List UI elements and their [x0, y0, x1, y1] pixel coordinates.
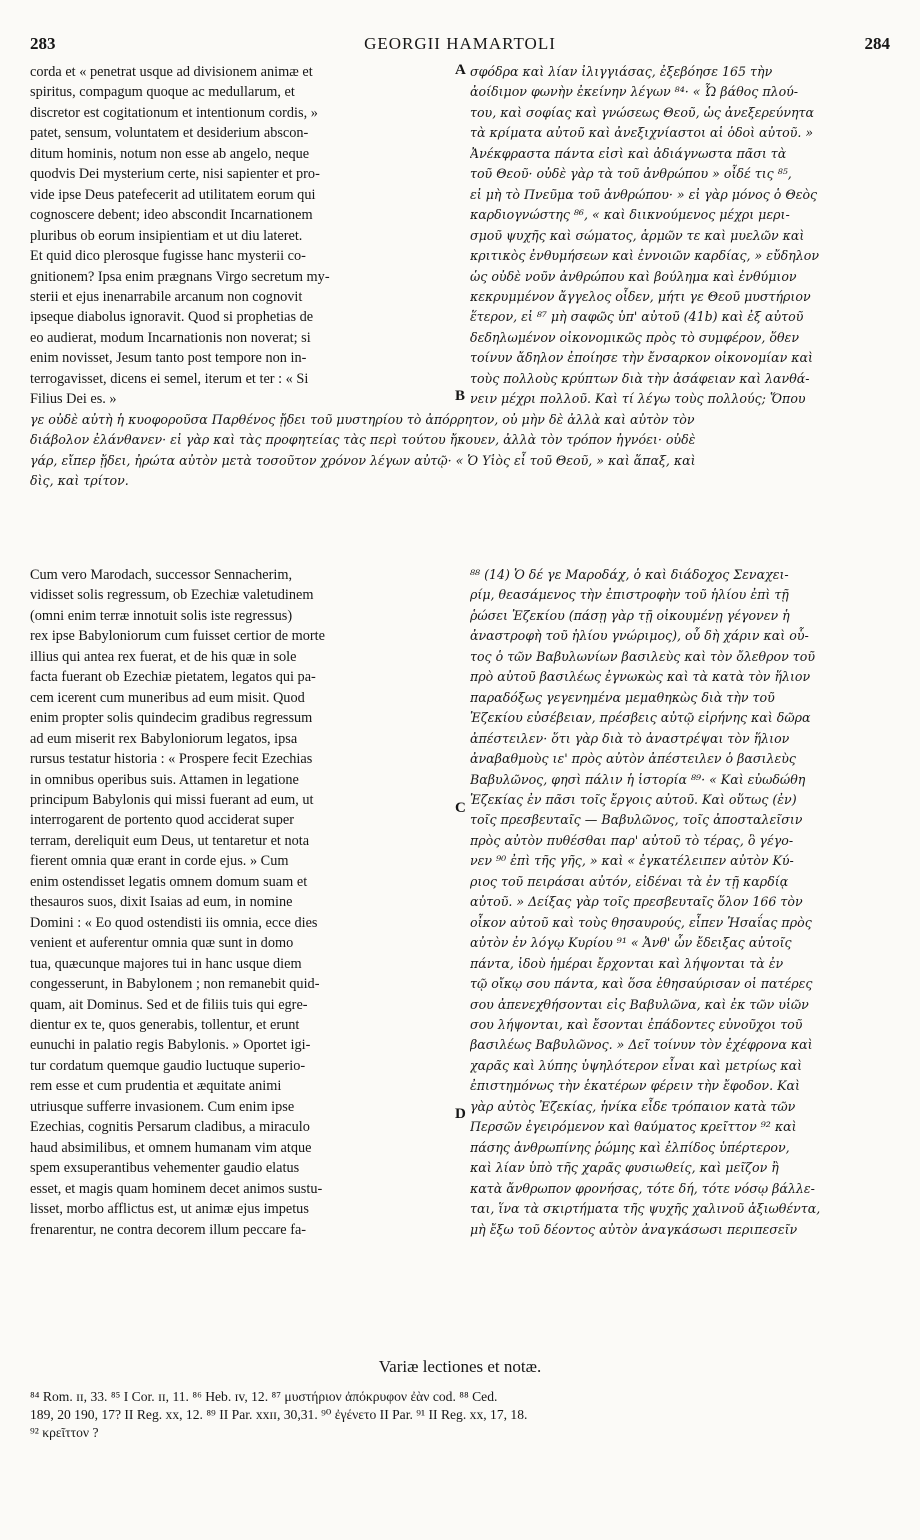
greek-text-line: πρὸ αὐτοῦ βασιλέως ἐγνωκὼς καὶ τὰ κατὰ τὸν ἥλιον: [470, 669, 811, 685]
latin-text-line: in omnibus operibus suis. Attamen in legatione: [30, 771, 299, 788]
greek-text-line: εἰ μὴ τὸ Πνεῦμα τοῦ ἀνθρώπου· » εἰ γὰρ μόνος ὁ Θεὸς: [470, 186, 818, 202]
footnote-line: ⁸⁴ Rom. ɪɪ, 33. ⁸⁵ I Cor. ɪɪ, 11. ⁸⁶ Heb. ɪv, 12. ⁸⁷ μυστήριον ἀπόκρυφον ἐὰν cod. ⁸⁸ Ced.: [30, 1389, 498, 1404]
latin-text-line: rem esse et cum prudentia et æquitate animi: [30, 1078, 282, 1095]
greek-text-line: παραδόξως γεγενημένα μεμαθηκὼς διὰ τὴν τοῦ: [470, 689, 775, 705]
latin-text-line: rursus testatur historia : « Prospere fecit Ezechias: [30, 751, 313, 768]
latin-text-line: quam, ait Dominus. Sed et de filiis tuis qui egre-: [30, 996, 308, 1013]
greek-text-line: ῥώσει Ἐζεκίου (πάσῃ γὰρ τῇ οἰκουμένῃ γέγονεν ἡ: [470, 607, 790, 623]
page-header: [30, 34, 890, 56]
greek-text-line: αὐτοῦ. » Δείξας γὰρ τοῖς πρεσβευταῖς ὅλον 166 τὸν: [470, 894, 803, 910]
page-number-right: 284: [864, 34, 890, 53]
latin-text-line: frenarentur, ne contra decorem illum peccare fa-: [30, 1221, 307, 1238]
page-number-left: 283: [30, 34, 56, 53]
latin-text-line: interrogarent de portento quod acciderat super: [30, 812, 294, 829]
greek-text-line: ρίμ, θεασάμενος τὴν ἐπιστροφὴν τοῦ ἡλίου ἐπὶ τῇ: [470, 587, 789, 603]
greek-text-line: ριος τοῦ πειράσαι αὐτόν, εἰδέναι τὰ ἐν τῇ καρδίᾳ: [470, 873, 789, 889]
latin-text-line: spem exsuperantibus vehementer gaudio elatus: [30, 1160, 300, 1177]
margin-marker-a: A: [455, 62, 466, 78]
greek-text-line: πάντα, ἰδοὺ ἡμέραι ἔρχονται καὶ λήψονται τὰ ἐν: [470, 955, 784, 971]
latin-text-line: (omni enim terræ innotuit solis iste regressus): [30, 607, 293, 624]
notes-heading: Variæ lectiones et notæ.: [378, 1357, 542, 1376]
greek-text-line: τοῦ Θεοῦ· οὐδὲ γὰρ τὰ τοῦ ἀνθρώπου » οἶδέ τις ⁸⁵,: [470, 166, 792, 182]
greek-text-line: Ἐζεκίας ἐν πᾶσι τοῖς ἔργοις αὐτοῦ. Καὶ οὕτως (ἐν): [470, 791, 797, 807]
latin-text-line: haud absimilibus, et omnem humanam vim atque: [30, 1139, 312, 1156]
latin-text-line: Domini : « Eo quod ostendisti iis omnia, ecce dies: [30, 914, 318, 931]
greek-text-line: Ἀνέκφραστα πάντα εἰσὶ καὶ ἀδιάγνωστα πᾶσι τὰ: [470, 145, 787, 161]
greek-text-line: ἀναστροφὴ τοῦ ἡλίου γνώριμος), οὗ δὴ χάριν καὶ οὗ-: [470, 628, 809, 644]
latin-text-line: dientur ex te, quos generabis, tollentur, et erunt: [30, 1016, 300, 1033]
greek-text-line: ται, ἵνα τὰ σκιρτήματα τῆς ψυχῆς χαλινοῦ ἀξιωθέντα,: [470, 1201, 821, 1217]
latin-text-line: lisset, morbo afflictus est, ut animæ ejus impetus: [30, 1201, 309, 1218]
latin-column-bottom: [30, 565, 452, 1240]
greek-text-line: τῷ οἴκῳ σου πάντα, καὶ ὅσα ἐθησαύρισαν οἱ πατέρες: [470, 976, 813, 992]
greek-text-line: πάσης ἀνθρωπίνης ῥώμης καὶ ἐλπίδος ὑπέρτερον,: [470, 1139, 790, 1155]
greek-text-line: διάβολον ἐλάνθανεν· εἰ γὰρ καὶ τὰς προφητείας τὰς περὶ τούτου ἤκουεν, ἀλλὰ τὸν τρόπον ἠγνόει· οὐδὲ: [30, 432, 696, 448]
greek-text-line: τὰ κρίματα αὐτοῦ καὶ ἀνεξιχνίαστοι αἱ ὁδοὶ αὐτοῦ. »: [470, 125, 814, 141]
greek-text-line: γὰρ αὐτὸς Ἐζεκίας, ἡνίκα εἶδε τρόπαιον κατὰ τῶν: [470, 1098, 796, 1114]
greek-text-line: καρδιογνώστης ⁸⁶, « καὶ διικνούμενος μέχρι μερι-: [470, 207, 790, 223]
latin-text-line: patet, sensum, voluntatem et desiderium abscon-: [30, 125, 309, 142]
latin-text-line: cognoscere debent; ideo abscondit Incarnationem: [30, 207, 313, 224]
latin-text-line: cem icerent cum muneribus ad eum misit. Quod: [30, 689, 305, 706]
latin-text-line: enim propter solis quindecim gradibus regressum: [30, 710, 313, 727]
greek-text-line: ἀναβαθμοὺς ιε' πρὸς αὐτὸν ἀπέστειλεν ὁ βασιλεὺς: [470, 751, 796, 767]
latin-text-line: vidisset solis regressum, ob Ezechiæ valetudinem: [30, 587, 314, 604]
latin-text-line: ad eum miserit rex Babyloniorum legatos, ipsa: [30, 730, 298, 747]
latin-text-line: spiritus, compagum quoque ac medullarum, et: [30, 84, 295, 101]
margin-marker-d: D: [455, 1106, 466, 1122]
greek-text-line: καὶ λίαν ὑπὸ τῆς χαρᾶς φυσιωθείς, καὶ μεῖζον ἢ: [470, 1160, 779, 1176]
latin-text-line: esset, et magis quam hominem decet animos sustu-: [30, 1180, 323, 1197]
greek-text-line: νειν μέχρι πολλοῦ. Καὶ τί λέγω τοὺς πολλούς; Ὅπου: [470, 391, 806, 407]
latin-text-line: utriusque sufferre invasionem. Cum enim ipse: [30, 1098, 295, 1115]
latin-text-line: ipseque diabolus ignoravit. Quod si prophetias de: [30, 309, 314, 326]
latin-text-line: fierent omnia quæ erant in corde ejus. » Cum: [30, 853, 289, 870]
greek-full-width-passage: [30, 410, 890, 492]
latin-text-line: congesserunt, in Babylonem ; non remanebit quid-: [30, 976, 320, 993]
latin-text-line: principum Babylonis qui missi fuerant ad eum, ut: [30, 791, 314, 808]
greek-text-line: του, καὶ σοφίας καὶ γνώσεως Θεοῦ, ὡς ἀνεξερεύνητα: [470, 104, 815, 120]
footnotes: [30, 1388, 890, 1442]
latin-text-line: eo audierat, modum Incarnationis non noverat; si: [30, 329, 311, 346]
latin-text-line: Ezechias, cognitis Persarum cladibus, a miraculo: [30, 1119, 310, 1136]
greek-text-line: κριτικὸς ἐνθυμήσεων καὶ ἐννοιῶν καρδίας, » εὔδηλον: [470, 248, 820, 264]
greek-text-line: σφόδρα καὶ λίαν ἰλιγγιάσας, ἐξεβόησε 165 τὴν: [470, 64, 773, 79]
latin-column-top: [30, 62, 452, 410]
margin-marker-c: C: [455, 800, 466, 816]
latin-text-line: gnitionem? Ipsa enim prægnans Virgo secretum my-: [30, 268, 330, 285]
latin-text-line: illius qui antea rex fuerat, et de his quæ in sole: [30, 648, 297, 665]
latin-text-line: venient et auferentur omnia quæ sunt in domo: [30, 935, 294, 952]
latin-text-line: tur cordatum quemque gaudio luctuque superio-: [30, 1057, 306, 1074]
greek-text-line: βασιλέως Βαβυλῶνος. » Δεῖ τοίνυν τὸν ἐχέφρονα καὶ: [470, 1037, 813, 1053]
latin-text-line: discretor est cogitationum et intentionum cordis, »: [30, 104, 318, 121]
greek-text-line: Ἐζεκίου εὐσέβειαν, πρέσβεις αὐτῷ εἰρήνης καὶ δῶρα: [470, 710, 811, 726]
greek-text-line: δὶς, καὶ τρίτον.: [30, 473, 129, 489]
greek-text-line: τοίνυν ἄδηλον ἐποίησε τὴν ἔνσαρκον οἰκονομίαν καὶ: [470, 350, 813, 366]
greek-text-line: κεκρυμμένον ἄγγελος οἶδεν, μήτι γε Θεοῦ μυστήριον: [470, 288, 811, 304]
latin-text-line: terram, dereliquit eum Deus, ut tentaretur et nota: [30, 832, 310, 849]
greek-text-line: Βαβυλῶνος, φησὶ πάλιν ἡ ἱστορία ⁸⁹· « Καὶ εὐωδώθη: [470, 771, 806, 787]
greek-text-line: ἕτερον, εἰ ⁸⁷ μὴ σαφῶς ὑπ' αὐτοῦ (41b) καὶ ἐξ αὐτοῦ: [470, 309, 804, 325]
latin-text-line: facta fuerant ob Ezechiæ pietatem, legatos qui pa-: [30, 669, 316, 686]
latin-text-line: Filius Dei es. »: [30, 391, 117, 408]
greek-text-line: οἶκον αὐτοῦ καὶ τοὺς θησαυρούς, εἶπεν Ἡσαΐας πρὸς: [470, 914, 812, 930]
latin-text-line: tua, quæcunque majores tui in hanc usque diem: [30, 955, 302, 972]
greek-column-top: [470, 62, 890, 410]
greek-text-line: ὡς οὐδὲ νοῦν ἀνθρώπου καὶ βούλημα καὶ ἐνθύμιον: [470, 268, 797, 284]
greek-text-line: χαρᾶς καὶ λύπης ὑψηλότερον εἶναι καὶ μετρίως καὶ: [470, 1057, 803, 1073]
greek-text-line: Περσῶν ἐγειρόμενον καὶ θαύματος κρεῖττον ⁹² καὶ: [470, 1119, 797, 1135]
greek-text-line: σου ἀπενεχθήσονται εἰς Βαβυλῶνα, καὶ ἐκ τῶν υἱῶν: [470, 996, 809, 1012]
greek-text-line: γε οὐδὲ αὐτὴ ἡ κυοφοροῦσα Παρθένος ᾔδει τοῦ μυστηρίου τὸ ἀπόρρητον, οὐ μὴν δὲ ἀλλὰ καὶ αὐτὸν τὸν: [30, 412, 695, 427]
margin-marker-b: B: [455, 388, 466, 404]
latin-text-line: sterii et ejus inenarrabile arcanum non cognovit: [30, 288, 303, 305]
greek-text-line: τος ὁ τῶν Βαβυλωνίων βασιλεὺς καὶ τὸν ὄλεθρον τοῦ: [470, 648, 815, 664]
latin-text-line: vide ipse Deus patefecerit ad utilitatem eorum qui: [30, 186, 316, 203]
greek-text-line: ἐπιστημόνως τὴν ἑκατέρων φέρειν τὴν ἔφοδον. Καὶ: [470, 1078, 800, 1094]
latin-text-line: thesauros suos, dixit Isaias ad eum, in nomine: [30, 894, 293, 911]
latin-text-line: Et quid dico plerosque fugisse hanc mysterii co-: [30, 248, 306, 265]
latin-text-line: pluribus ob eorum insipientiam et ut diu lateret.: [30, 227, 303, 244]
greek-text-line: δεδηλωμένον οἰκονομικῶς πρὸς τὸ συμφέρον, ὅθεν: [470, 329, 799, 345]
greek-text-line: κατὰ ἄνθρωπον φρονήσας, τότε δή, τότε νόσῳ βάλλε-: [470, 1180, 815, 1196]
greek-text-line: ⁸⁸ (14) Ὁ δέ γε Μαροδάχ, ὁ καὶ διάδοχος Σεναχει-: [470, 567, 789, 582]
greek-text-line: γάρ, εἴπερ ᾔδει, ἠρώτα αὐτὸν μετὰ τοσοῦτον χρόνον λέγων αὐτῷ· « Ὁ Υἱὸς εἶ τοῦ Θεοῦ, » καὶ ἅπαξ, καὶ: [30, 452, 696, 468]
greek-column-bottom: [470, 565, 890, 1240]
greek-text-line: τοὺς πολλοὺς κρύπτων διὰ τὴν ἀσάφειαν καὶ λανθά-: [470, 370, 810, 386]
latin-text-line: Cum vero Marodach, successor Sennacherim,: [30, 567, 293, 583]
latin-text-line: eunuchi in palatio regis Babylonis. » Oportet igi-: [30, 1037, 311, 1054]
greek-text-line: τοῖς πρεσβευταῖς — Βαβυλῶνος, τοῖς ἀποσταλεῖσιν: [470, 812, 803, 828]
footnote-line: 189, 20 190, 17? II Reg. xx, 12. ⁸⁹ II Par. xxɪɪ, 30,31. ⁹⁰ ἐγένετο II Par. ⁹¹ II Reg. xx, 17, 18.: [30, 1407, 528, 1422]
running-title: GEORGII HAMARTOLI: [364, 34, 556, 53]
greek-text-line: ἀπέστειλεν· ὅτι γὰρ διὰ τὸ ἀναστρέψαι τὸν ἥλιον: [470, 730, 790, 746]
latin-text-line: quodvis Dei mysterium certe, nisi sapienter et pro-: [30, 166, 320, 183]
latin-text-line: enim ostendisset legatis omnem domum suam et: [30, 873, 308, 890]
greek-text-line: σμοῦ ψυχῆς καὶ σώματος, ἁρμῶν τε καὶ μυελῶν καὶ: [470, 227, 805, 243]
greek-text-line: αὐτὸν ἐν λόγῳ Κυρίου ⁹¹ « Ἀνθ' ὧν ἔδειξας αὐτοῖς: [470, 935, 792, 951]
footnote-line: ⁹² κρεῖττον ?: [30, 1425, 99, 1440]
latin-text-line: rex ipse Babyloniorum cum fuisset certior de morte: [30, 628, 325, 645]
latin-text-line: ditum hominis, notum non esse ab angelo, neque: [30, 145, 310, 162]
latin-text-line: corda et « penetrat usque ad divisionem animæ et: [30, 64, 313, 80]
latin-text-line: terrogavisset, dicens ei semel, iterum et ter : « Si: [30, 370, 309, 387]
greek-text-line: νεν ⁹⁰ ἐπὶ τῆς γῆς, » καὶ « ἐγκατέλειπεν αὐτὸν Κύ-: [470, 853, 794, 869]
greek-text-line: ἀοίδιμον φωνὴν ἐκείνην λέγων ⁸⁴· « Ὦ βάθος πλού-: [470, 84, 799, 100]
greek-text-line: μὴ ἔξω τοῦ δέοντος αὐτὸν ἀναγκάσωσι περιπεσεῖν: [470, 1221, 798, 1237]
greek-text-line: σου λήψονται, καὶ ἔσονται ἐπάδοντες εὐνοῦχοι τοῦ: [470, 1016, 803, 1032]
latin-text-line: enim novisset, Jesum tanto post tempore non in-: [30, 350, 307, 367]
greek-text-line: πρὸς αὐτὸν πυθέσθαι παρ' αὐτοῦ τὸ τέρας, ὃ γέγο-: [470, 832, 794, 848]
